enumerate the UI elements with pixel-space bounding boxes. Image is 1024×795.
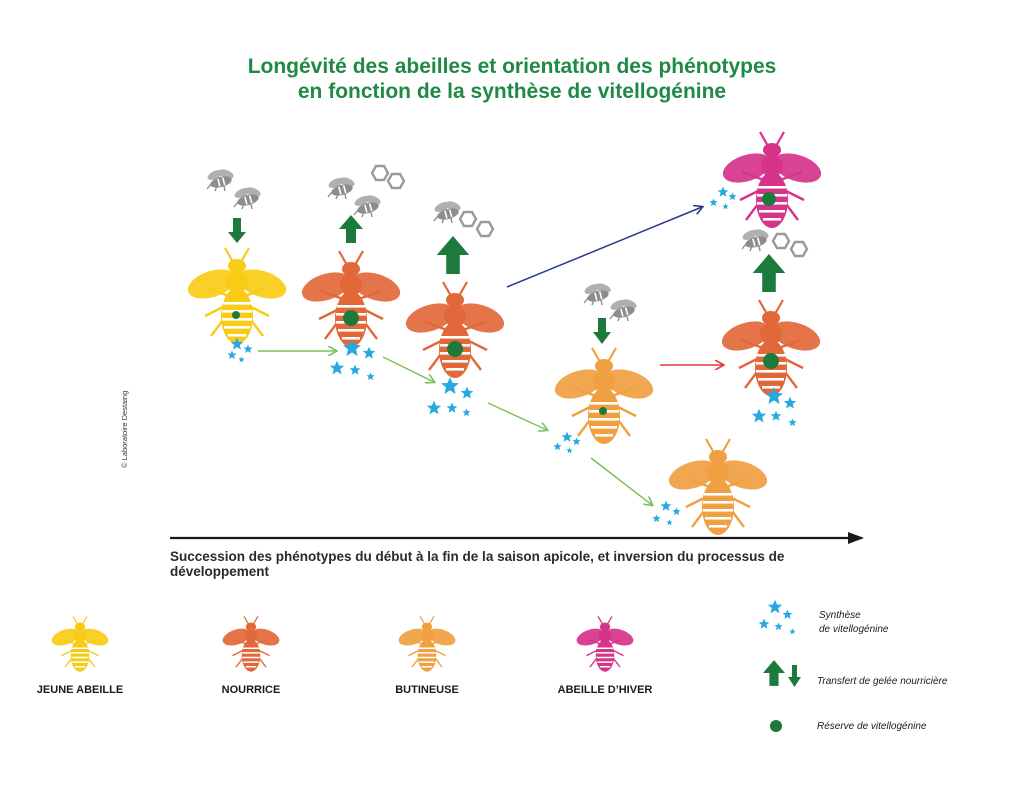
abeille-hiver-bee-icon xyxy=(719,132,825,228)
reserve-dot-icon xyxy=(599,407,607,415)
legend-abeille-hiver-icon xyxy=(575,616,636,671)
cell-icon xyxy=(460,212,476,226)
stage-butineuse-fin xyxy=(652,439,770,535)
jeune-abeille-bee-icon xyxy=(184,248,290,344)
reserve-dot-icon xyxy=(447,341,463,357)
nourrice-bee-icon xyxy=(298,251,404,347)
legend-label-butineuse: BUTINEUSE xyxy=(395,684,459,696)
flow-arrow xyxy=(591,458,652,505)
legend-transfert: Transfert de gelée nourricière xyxy=(817,676,948,687)
stage-abeille-hiver xyxy=(709,132,824,228)
cell-icon xyxy=(477,222,493,236)
cell-icon xyxy=(388,174,404,188)
legend-synthese xyxy=(819,609,889,637)
cell-icon xyxy=(791,242,807,256)
flow-arrows xyxy=(258,207,723,505)
legend-transfer-up-arrow-icon xyxy=(763,660,785,686)
gelee-bee-icon xyxy=(327,176,356,199)
legend-jeune-abeille-icon xyxy=(50,616,111,671)
transfer-up-arrow-icon xyxy=(339,215,363,243)
legend-reserve: Réserve de vitellogénine xyxy=(817,721,927,732)
gelee-bee-icon xyxy=(353,194,382,217)
vitellogenine-stars-icon xyxy=(652,501,680,526)
gelee-bee-icon xyxy=(741,228,770,251)
vitellogenine-stars-icon xyxy=(330,339,376,380)
gelee-bee-icon xyxy=(233,186,262,209)
legend-stars-icon xyxy=(759,600,796,635)
stage-nourrice-2 xyxy=(402,200,508,417)
legend-butineuse-icon xyxy=(397,616,458,671)
reserve-dot-icon xyxy=(762,192,776,206)
butineuse-bee-icon xyxy=(665,439,771,535)
legend-nourrice-icon xyxy=(221,616,282,671)
title-line-1: Longévité des abeilles et orientation des phénotypes xyxy=(247,55,777,78)
credit: © Laboratoire Destaing xyxy=(120,390,129,468)
nourrice-bee-icon xyxy=(718,300,824,396)
flow-arrow xyxy=(383,357,434,382)
legend-synthese-line2: de vitellogénine xyxy=(819,624,889,635)
stage-jeune-abeille xyxy=(184,168,290,363)
legend xyxy=(50,600,801,732)
legend-label-nourrice: NOURRICE xyxy=(221,684,281,696)
gelee-bee-icon xyxy=(206,168,235,191)
stage-butineuse xyxy=(551,282,657,454)
transfer-up-arrow-icon xyxy=(753,254,786,292)
flow-arrow-hiver xyxy=(507,207,702,287)
gelee-bee-icon xyxy=(583,282,612,305)
legend-label-jeune-abeille: JEUNE ABEILLE xyxy=(36,684,124,696)
title-line-2: en fonction de la synthèse de vitellogénine xyxy=(297,80,727,103)
transfer-down-arrow-icon xyxy=(593,318,611,344)
legend-dot-icon xyxy=(770,720,782,732)
vitellogenine-stars-icon xyxy=(553,432,580,454)
reserve-dot-icon xyxy=(763,353,779,369)
gelee-bee-icon xyxy=(609,298,638,321)
nourrice-bee-icon xyxy=(402,282,508,378)
reserve-dot-icon xyxy=(343,310,359,326)
axis-label: Succession des phénotypes du début à la fin de la saison apicole, et inversion du processus de développement xyxy=(170,549,785,579)
vitellogenine-stars-icon xyxy=(752,387,797,426)
flow-arrow xyxy=(488,403,547,430)
stage-nourrice-1 xyxy=(298,166,404,380)
transfer-down-arrow-icon xyxy=(228,218,246,243)
cell-icon xyxy=(773,234,789,248)
butineuse-bee-icon xyxy=(551,348,657,444)
legend-synthese-line1: Synthèse xyxy=(819,610,861,621)
legend-transfer-down-arrow-icon xyxy=(788,665,801,687)
cell-icon xyxy=(372,166,388,180)
vitellogenine-stars-icon xyxy=(427,377,474,416)
transfer-up-arrow-icon xyxy=(437,236,470,274)
vitellogenine-stars-icon xyxy=(709,187,736,210)
stage-nourrice-automne xyxy=(718,228,824,427)
reserve-dot-icon xyxy=(232,311,240,319)
legend-label-abeille-hiver: ABEILLE D’HIVER xyxy=(557,684,653,696)
gelee-bee-icon xyxy=(433,200,462,223)
